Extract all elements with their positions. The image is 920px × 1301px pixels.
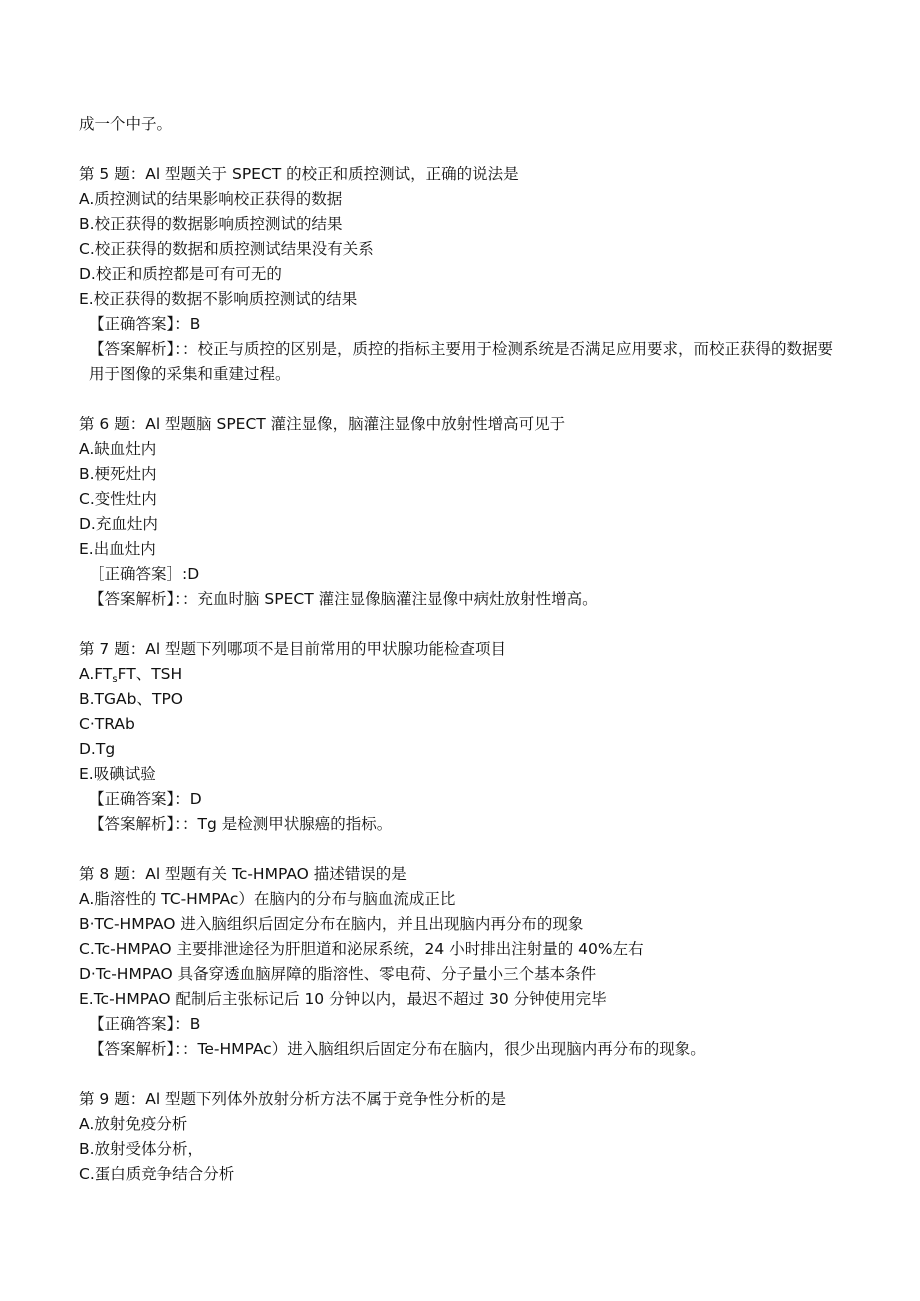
answer-analysis: 【答案解析】：：充血时脑 SPECT 灌注显像脑灌注显像中病灶放射性增高。	[89, 590, 598, 608]
option-e: E.Tc-HMPAO 配制后主张标记后 10 分钟以内，最迟不超过 30 分钟使用完毕	[79, 990, 607, 1008]
option-b: B.TGAb、TPO	[79, 690, 183, 708]
option-c: C.校正获得的数据和质控测试结果没有关系	[79, 240, 374, 258]
correct-answer: 【正确答案】：D	[89, 790, 202, 808]
option-a-subscript: s	[112, 674, 118, 685]
question-title: 第 8 题：Al 型题有关 Tc-HMPAO 描述错误的是	[79, 865, 407, 883]
option-b: B.校正获得的数据影响质控测试的结果	[79, 215, 343, 233]
option-d: D.充血灶内	[79, 515, 158, 533]
document-page	[79, 112, 839, 1187]
option-a: A.缺血灶内	[79, 440, 157, 458]
question-9	[79, 1087, 839, 1187]
answer-analysis: 【答案解析】：：Tg 是检测甲状腺癌的指标。	[89, 815, 393, 833]
option-a	[79, 662, 839, 687]
question-title: 第 7 题：Al 型题下列哪项不是目前常用的甲状腺功能检查项目	[79, 640, 507, 658]
option-a: A.脂溶性的 TC-HMPAc）在脑内的分布与脑血流成正比	[79, 890, 456, 908]
option-d: D·Tc-HMPAO 具备穿透血脑屏障的脂溶性、零电荷、分子量小三个基本条件	[79, 965, 597, 983]
option-a: A.放射免疫分析	[79, 1115, 188, 1133]
option-b: B·TC-HMPAO 进入脑组织后固定分布在脑内，并且出现脑内再分布的现象	[79, 915, 584, 933]
option-c: C·TRAb	[79, 715, 135, 733]
option-c: C.Tc-HMPAO 主要排泄途径为肝胆道和泌尿系统，24 小时排出注射量的 40%左右	[79, 940, 644, 958]
question-7	[79, 637, 839, 837]
correct-answer: ［正确答案］:D	[89, 565, 200, 583]
option-d: D.校正和质控都是可有可无的	[79, 265, 282, 283]
correct-answer: 【正确答案】：B	[89, 315, 201, 333]
option-c: C.变性灶内	[79, 490, 157, 508]
option-a-rest: FT、TSH	[117, 665, 183, 683]
option-c: C.蛋白质竞争结合分析	[79, 1165, 235, 1183]
question-title: 第 5 题：Al 型题关于 SPECT 的校正和质控测试，正确的说法是	[79, 165, 519, 183]
question-6	[79, 412, 839, 612]
question-title: 第 6 题：Al 型题脑 SPECT 灌注显像，脑灌注显像中放射性增高可见于	[79, 415, 566, 433]
intro-text: 成一个中子。	[79, 115, 173, 133]
option-b: B.梗死灶内	[79, 465, 157, 483]
answer-analysis: 【答案解析】：：Te-HMPAc）进入脑组织后固定分布在脑内，很少出现脑内再分布的现象。	[89, 1040, 706, 1058]
option-d: D.Tg	[79, 740, 116, 758]
question-title: 第 9 题：Al 型题下列体外放射分析方法不属于竞争性分析的是	[79, 1090, 507, 1108]
correct-answer: 【正确答案】：B	[89, 1015, 201, 1033]
option-a-text: A.FT	[79, 665, 113, 683]
answer-analysis: 【答案解析】：：校正与质控的区别是，质控的指标主要用于检测系统是否满足应用要求，而校正获得的数据要用于图像的采集和重建过程。	[89, 340, 834, 383]
option-a: A.质控测试的结果影响校正获得的数据	[79, 190, 343, 208]
option-e: E.校正获得的数据不影响质控测试的结果	[79, 290, 358, 308]
question-5	[79, 162, 839, 387]
option-b: B.放射受体分析，	[79, 1140, 204, 1158]
option-e: E.出血灶内	[79, 540, 156, 558]
question-8	[79, 862, 839, 1062]
option-e: E.吸碘试验	[79, 765, 156, 783]
